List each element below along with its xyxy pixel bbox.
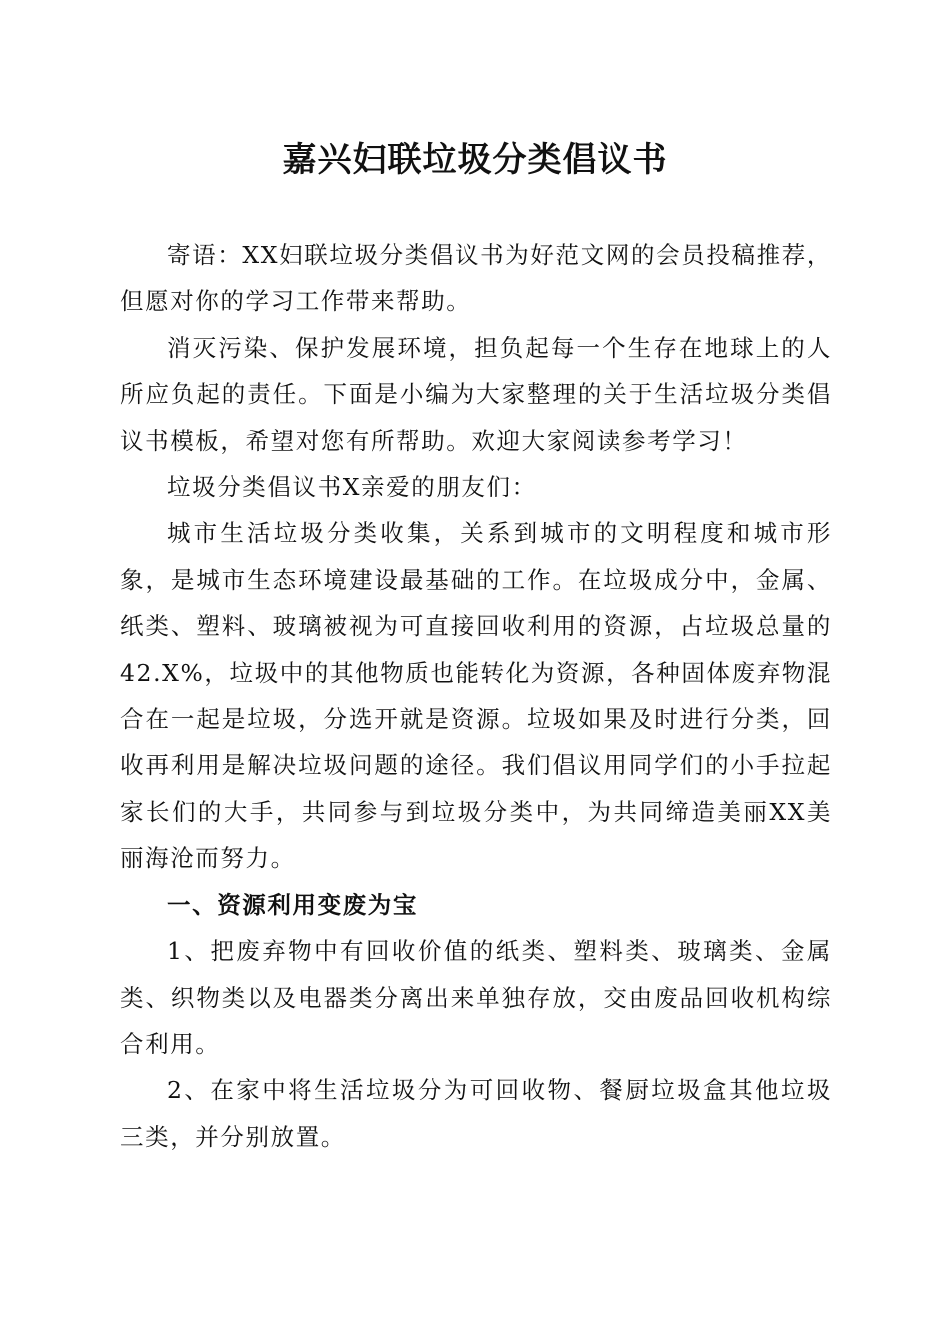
document-body — [120, 232, 832, 1160]
section-heading: 一、资源利用变废为宝 — [167, 890, 418, 919]
list-item-1: 1、把废弃物中有回收价值的纸类、塑料类、玻璃类、金属类、织物类以及电器类分离出来单独存放，交由废品回收机构综合利用。 — [120, 937, 832, 1058]
salutation-paragraph: 垃圾分类倡议书X亲爱的朋友们： — [167, 473, 537, 502]
document-title: 嘉兴妇联垃圾分类倡议书 — [282, 140, 668, 180]
context-paragraph: 消灭污染、保护发展环境，担负起每一个生存在地球上的人所应负起的责任。下面是小编为大家整理的关于生活垃圾分类倡议书模板，希望对您有所帮助。欢迎大家阅读参考学习！ — [120, 333, 832, 455]
list-item-2: 2、在家中将生活垃圾分为可回收物、餐厨垃圾盒其他垃圾三类，并分别放置。 — [120, 1076, 832, 1151]
intro-paragraph: 寄语：XX妇联垃圾分类倡议书为好范文网的会员投稿推荐，但愿对你的学习工作带来帮助。 — [120, 241, 832, 316]
main-paragraph: 城市生活垃圾分类收集，关系到城市的文明程度和城市形象，是城市生态环境建设最基础的工作。在垃圾成分中，金属、纸类、塑料、玻璃被视为可直接回收利用的资源，占垃圾总量的42.X%，垃圾中的其他物质也能转化为资源，各种固体废弃物混合在一起是垃圾，分选开就是资源。垃圾如果及时进行分类，回收再利用是解决垃圾问题的途径。我们倡议用同学们的小手拉起家长们的大手，共同参与到垃圾分类中，为共同缔造美丽XX美丽海沧而努力。 — [120, 519, 832, 873]
